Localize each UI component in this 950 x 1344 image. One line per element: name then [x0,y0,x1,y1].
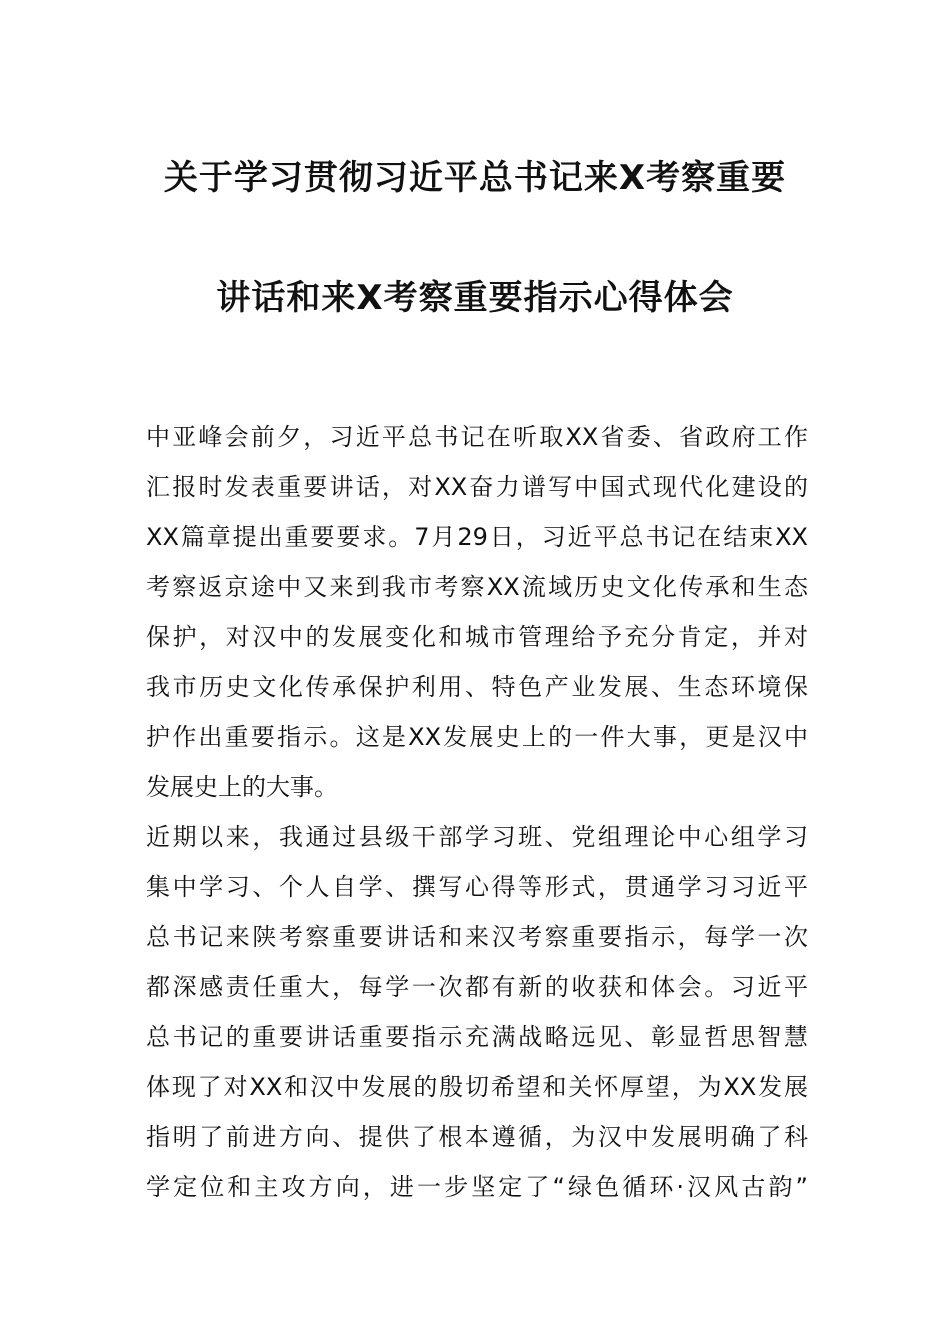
text-line: 发展史上的大事。 [146,773,338,801]
document-title-line-2: 讲话和来X考察重要指示心得体会 [216,278,734,318]
text-line: 中亚峰会前夕，习近平总书记在听取XX省委、省政府工作 [146,423,808,451]
text-line: 体现了对XX和汉中发展的殷切希望和关怀厚望，为XX发展 [146,1073,808,1101]
text-line: 护作出重要指示。这是XX发展史上的一件大事，更是汉中 [146,723,808,751]
text-line: 都深感责任重大，每学一次都有新的收获和体会。习近平 [146,973,808,1001]
text-line: 保护，对汉中的发展变化和城市管理给予充分肯定，并对 [146,623,808,651]
text-line: 总书记的重要讲话重要指示充满战略远见、彰显哲思智慧 [146,1023,808,1051]
text-line: 集中学习、个人自学、撰写心得等形式，贯通学习习近平 [146,873,808,901]
document-body [146,412,808,1212]
paragraph-1 [146,412,808,812]
text-line: 我市历史文化传承保护利用、特色产业发展、生态环境保 [146,673,808,701]
paragraph-2 [146,812,808,1212]
text-line: 近期以来，我通过县级干部学习班、党组理论中心组学习 [146,823,808,851]
text-line: 汇报时发表重要讲话，对XX奋力谱写中国式现代化建设的 [146,473,808,501]
text-line: 总书记来陕考察重要讲话和来汉考察重要指示，每学一次 [146,923,808,951]
text-line: 指明了前进方向、提供了根本遵循，为汉中发展明确了科 [146,1123,808,1151]
text-line: XX篇章提出重要要求。7月29日，习近平总书记在结束XX [146,523,808,551]
document-title-line-1: 关于学习贯彻习近平总书记来X考察重要 [163,158,787,198]
text-line: 考察返京途中又来到我市考察XX流域历史文化传承和生态 [146,573,808,601]
text-line: 学定位和主攻方向，进一步坚定了“绿色循环·汉风古韵” [146,1173,808,1201]
